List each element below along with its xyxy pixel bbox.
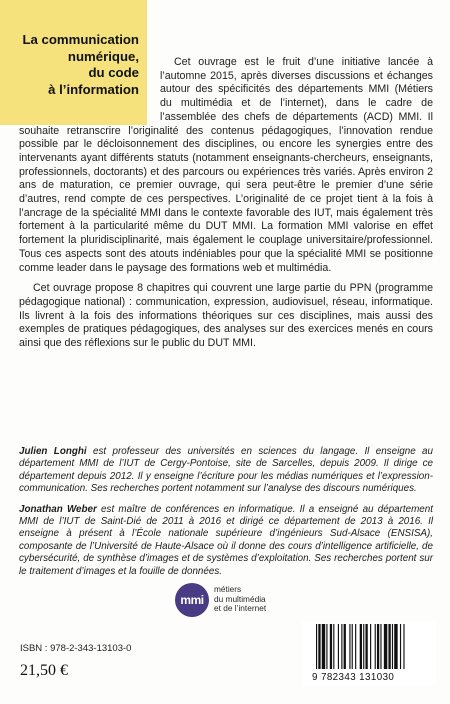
author-bios [19, 446, 433, 586]
barcode-bar [375, 624, 376, 669]
author-bio [19, 504, 433, 578]
barcode-bar [316, 624, 317, 669]
barcode-bar [326, 624, 327, 669]
author-bio [19, 446, 433, 496]
logo-line: et de l’internet [214, 603, 267, 614]
mmi-logo-text [214, 585, 266, 614]
logo-line: métiers [214, 584, 242, 594]
barcode-bar [352, 624, 353, 669]
barcode-bar [355, 624, 356, 669]
summary-paragraph-1: Cet ouvrage est le fruit d’une initiative lancée à l’automne 2015, après diverses discussions et échanges autour des spécificités des départements MMI (Métiers du multimédia et de l’internet), dans le cadre de l’assemblée des chefs de départements (ACD) MMI. Il souhaite retranscrire l’originalité des contenus pédagogiques, l’innovation rendue possible par le décloisonnement des disciplines, ou encore les synergies entre des intervenants ayant différents statuts (notamment enseignants-chercheurs, enseignants, professionnels, doctorants) et des parcours ou expériences très variés. Après environ 2 ans de maturation, ce premier ouvrage, qui sera peut-être le premier d’une série d’autres, rend compte de ces perspectives. L’originalité de ce projet tient à la fois à l’ancrage de la spécialité MMI dans le contexte favorable des IUT, mais également très fortement à la particularité même du DUT MMI. La formation MMI valorise en effet fortement la pluridisciplinarité, mais également le couplage universitaire/professionnel. Tous ces aspects sont des atouts indéniables pour que la spécialité MMI se positionne comme leader dans le paysage des formations web et multimédia. [19, 56, 433, 274]
barcode-bar [341, 624, 342, 669]
barcode-bar [370, 624, 371, 669]
author-name: Julien Longhi [19, 446, 87, 457]
barcode-bar [322, 624, 325, 669]
barcode-bar [360, 624, 362, 669]
barcode-bar [318, 624, 320, 669]
barcode-bar [365, 624, 367, 669]
barcode [302, 621, 436, 686]
barcode-bars [302, 621, 436, 671]
author-name: Jonathan Weber [19, 503, 97, 515]
back-cover-summary [19, 0, 433, 351]
barcode-bar [394, 624, 397, 669]
book-title-line: à l’information [48, 81, 139, 97]
barcode-bar [363, 624, 364, 669]
barcode-bar [330, 624, 332, 669]
logo-line: du multimédia [214, 593, 266, 604]
barcode-bar [333, 624, 334, 669]
author-bio-text: est professeur des universités en sciences du langage. Il enseigne au département MMI de l’IUT de Cergy-Pontoise, site de Sarcelles, depuis 2009. Il dirige ce département depuis 2012. Il y enseigne l’écriture pour les médias numériques et l’expression-communication. Ses recherches portent notamment sur l’analyse des discours numériques. [19, 446, 433, 495]
barcode-bar [338, 624, 339, 669]
barcode-bar [392, 624, 393, 669]
mmi-logo [175, 583, 280, 617]
barcode-bar [349, 624, 350, 669]
book-title-line: numérique, [67, 48, 139, 64]
barcode-bar [388, 624, 390, 669]
barcode-bar [344, 624, 346, 669]
barcode-bar [403, 624, 404, 669]
book-title-line: du code [88, 65, 139, 81]
isbn: ISBN : 978-2-343-13103-0 [20, 643, 132, 654]
barcode-bar [380, 624, 381, 669]
mmi-logo-mark: mmi [175, 583, 209, 617]
author-bio-text: est maître de conférences en informatique. Il a enseigné au département MMI de l’IUT de Saint-Dié de 2011 à 2016 et dirigé ce département de 2013 à 2016. Il enseigne à présent à l’École nationale supérieure d’ingénieurs Sud-Alsace (ENSISA), composante de l’Université de Haute-Alsace où il donne des cours d’intelligence artificielle, de cybersécurité, de synthèse d’images et de systèmes d’exploitation. Ses recherches portent sur le traitement d’images et la fouille de données. [19, 503, 433, 577]
price: 21,50 € [20, 662, 68, 679]
barcode-bar [384, 624, 387, 669]
barcode-bar [377, 624, 379, 669]
barcode-number: 9 782343 131030 [312, 672, 395, 683]
barcode-bar [400, 624, 401, 669]
summary-paragraph-2: Cet ouvrage propose 8 chapitres qui couvrent une large partie du PPN (programme pédagogique national) : communication, expression, audiovisuel, réseau, informatique. Ils livrent à la fois des informations théoriques sur ces disciplines, mais aussi des exemples de pratiques pédagogiques, des analyses sur des exercices menés en cours ainsi que des réflexions sur le public du DUT MMI. [19, 282, 433, 350]
book-title-line: La communication [22, 32, 139, 47]
